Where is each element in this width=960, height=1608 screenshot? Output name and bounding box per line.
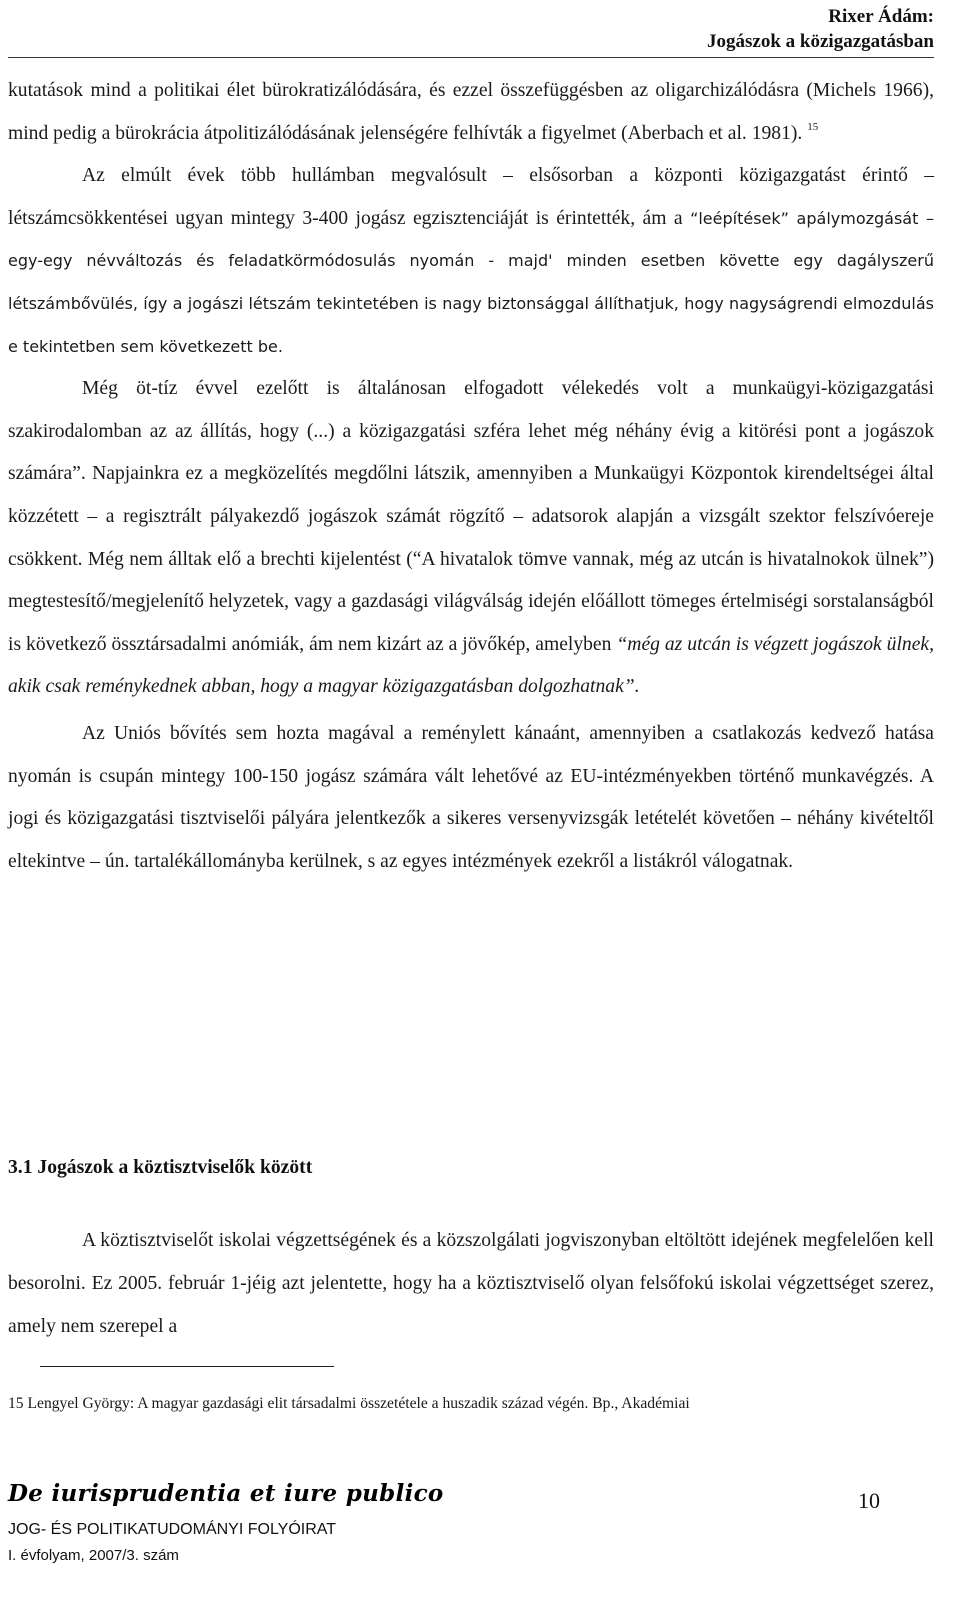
main-text — [8, 70, 934, 883]
page-number: 10 — [858, 1488, 880, 1513]
paragraph-3-text: Még öt-tíz évvel ezelőtt is általánosan elfogadott vélekedés volt a munkaügyi-közigazgatási szakirodalomban az az állítás, hogy (...) a közigazgatási szféra lehet még néhány évig a kitörési pont a jogászok számára”. Napjainkra ez a megközelítés megdőlni látszik, amennyiben a Munkaügyi Központok kirendeltségei által közzétett – a regisztrált pályakezdő jogászok számát rögzítő – adatsorok alapján a vizsgált szektor felszívóereje csökkent. Még nem álltak elő a brechti kijelentést (“A hivatalok tömve vannak, még az utcán is hivatalnokok ülnek”) megtestesítő/megjelenítő helyzetek, vagy a gazdasági világválság idején előállott tömeges értelmiségi sorstalanságból is következő össztársadalmi anómiák, ám nem kizárt az a jövőkép, amelyben — [8, 378, 934, 655]
section-text — [8, 1219, 934, 1348]
paragraph-2-text-a: Az elmúlt évek több hullámban megvalósult – elsősorban a központi közigazgatást érintő – létszámcsökkentései ugyan mintegy 3-400 jogász egzisztenciáját is érintették, ám a — [8, 165, 934, 229]
footnote-divider — [40, 1366, 334, 1367]
paragraph-2 — [8, 155, 934, 368]
footnote-reference[interactable]: 15 — [807, 120, 819, 133]
paragraph-3-italic-quote: “még az utcán is végzett jogászok ülnek, akik csak reménykednek abban, hogy a magyar közigazgatásban dolgozhatnak”. — [8, 633, 934, 698]
header-title: Jogászok a közigazgatásban — [707, 31, 934, 52]
section-heading: 3.1 Jogászok a köztisztviselők között — [8, 1157, 313, 1178]
paragraph-1-text: kutatások mind a politikai élet bürokratizálódására, és ezzel összefüggésben az oligarchizálódásra (Michels 1966), mind pedig a bürokrácia átpolitizálódásának jelenségére felhívták a figyelmet (Aberbach et al. 1981). — [8, 80, 934, 144]
paragraph-4: Az Uniós bővítés sem hozta magával a reménylett kánaánt, amennyiben a csatlakozás kedvező hatása nyomán is csupán mintegy 100-150 jogász számára vált lehetővé az EU-intézményekben történő munkavégzés. A jogi és közigazgatási tisztviselői pályára jelentkezők a sikeres versenyvizsgák letételét követően – néhány kivételtől eltekintve – ún. tartalékállományba kerülnek, s az egyes intézmények ezekről a listákról válogatnak. — [8, 722, 934, 872]
header-divider — [8, 57, 934, 58]
footnote: 15 Lengyel György: A magyar gazdasági elit társadalmi összetétele a huszadik század végén. Bp., Akadémiai — [8, 1395, 690, 1412]
journal-subtitle: JOG- ÉS POLITIKATUDOMÁNYI FOLYÓIRAT — [8, 1521, 337, 1538]
journal-issue: I. évfolyam, 2007/3. szám — [8, 1547, 179, 1564]
running-header — [707, 4, 934, 54]
paragraph-3 — [8, 368, 934, 709]
section-paragraph-1: A köztisztviselőt iskolai végzettségének és a közszolgálati jogviszonyban eltöltött idejének megfelelően kell besorolni. Ez 2005. február 1-jéig azt jelentette, hogy ha a köztisztviselő olyan felsőfokú iskolai végzettséget szerez, amely nem szerepel a — [8, 1230, 934, 1337]
header-author: Rixer Ádám: — [828, 6, 934, 27]
paragraph-2-text-b: “leépítések” apálymozgását – egy-egy névváltozás és feladatkörmódosulás nyomán - majd' minden esetben követte egy dagályszerű létszámbővülés, így a jogászi létszám tekintetében is nagy biztonsággal állíthatjuk, hogy nagyságrendi elmozdulás e tekintetben sem következett be. — [8, 208, 935, 356]
journal-title: De iurisprudentia et iure publico — [8, 1480, 444, 1507]
paragraph-1 — [8, 70, 934, 155]
